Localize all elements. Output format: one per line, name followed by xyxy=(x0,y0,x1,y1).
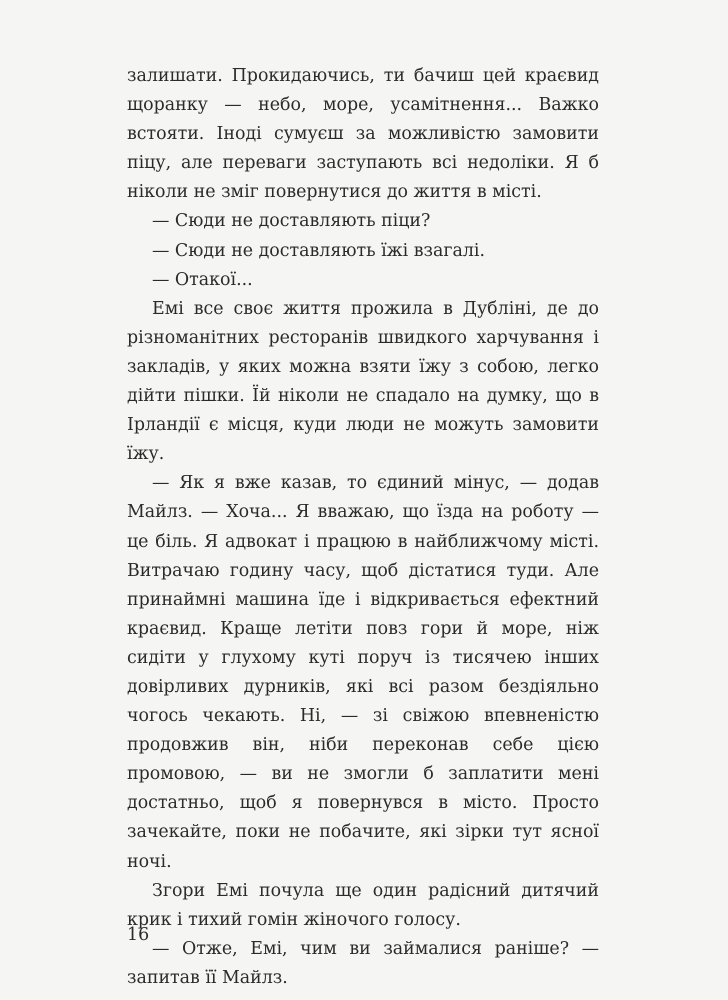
body-text xyxy=(127,62,599,993)
dialogue-line: — Отакої... xyxy=(152,269,253,290)
page-number: 16 xyxy=(127,925,150,945)
dialogue-paragraph: — Як я вже казав, то єдиний мінус, — додав Майлз. — Хоча... Я вважаю, що їзда на роботу — це біль. Я адвокат і працюю в найближчому місті. Витрачаю годину часу, щоб дістатися туди. Але принаймні машина їде і відкривається ефектний краєвид. Краще летіти повз гори й море, ніж сидіти у глухому куті поруч із тисячею інших довірливих дурників, які всі разом бездіяльно чогось чекають. Ні, — зі свіжою впевненістю продовжив він, ніби переконав себе цією промовою, — ви не змогли б заплатити мені достатньо, щоб я повернувся в місто. Просто зачекайте, поки не побачите, які зірки тут ясної ночі. xyxy=(127,473,599,872)
dialogue-line: — Сюди не доставляють їжі взагалі. xyxy=(152,240,485,261)
paragraph: Емі все своє життя прожила в Дубліні, де до різноманітних ресторанів швидкого харчування і закладів, у яких можна взяти їжу з собою, легко дійти пішки. Їй ніколи не спадало на думку, що в Ірландії є місця, куди люди не можуть замовити їжу. xyxy=(127,298,599,465)
dialogue-paragraph: — Отже, Емі, чим ви займалися раніше? — запитав її Майлз. xyxy=(127,938,599,988)
paragraph: Згори Емі почула ще один радісний дитячий крик і тихий гомін жіночого голосу. xyxy=(127,880,599,930)
dialogue-line: — Сюди не доставляють піци? xyxy=(152,211,431,232)
paragraph-continuation: залишати. Прокидаючись, ти бачиш цей краєвид щоранку — небо, море, усамітнення... Важко встояти. Іноді сумуєш за можливістю замовити піцу, але переваги заступають всі недоліки. Я б ніколи не зміг повернутися до життя в місті. xyxy=(127,66,599,203)
